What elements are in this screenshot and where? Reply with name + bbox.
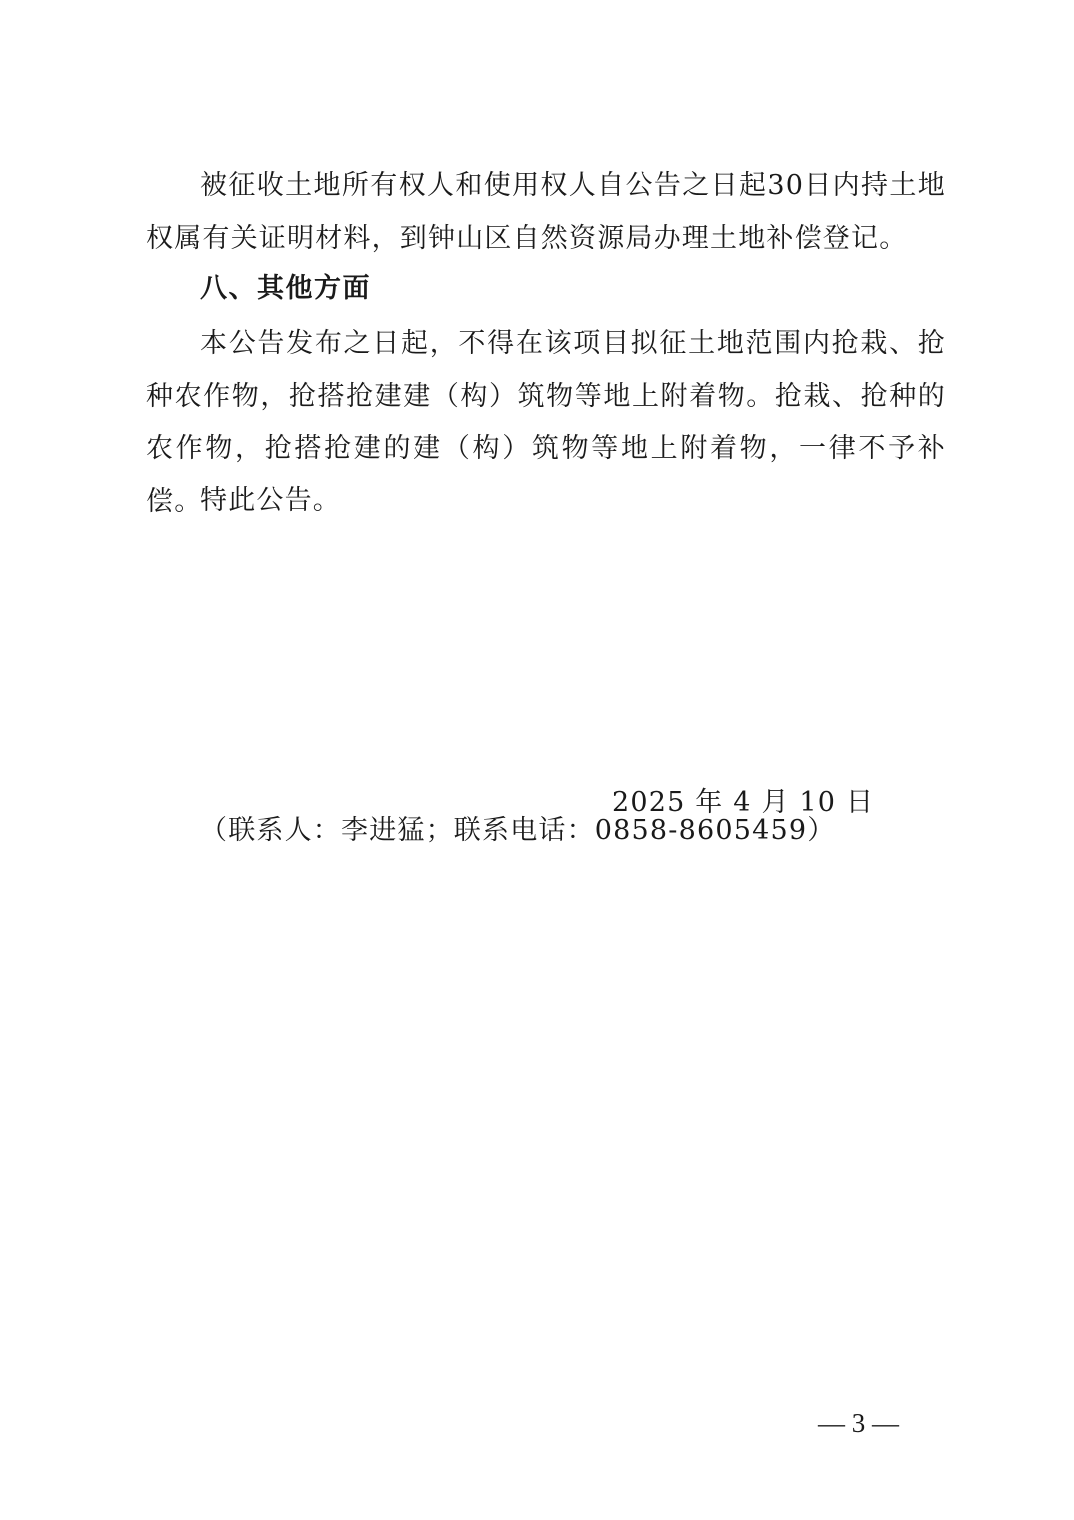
paragraph-closing: 特此公告。 [200,485,341,516]
signature-date: 2025 年 4 月 10 日 [612,787,875,818]
paragraph-prohibition: 本公告发布之日起，不得在该项目拟征土地范围内抢栽、抢种农作物，抢搭抢建建（构）筑物等地上附着物。抢栽、抢种的农作物，抢搭抢建的建（构）筑物等地上附着物，一律不予补偿。 [146,328,946,517]
section-heading-other: 八、其他方面 [200,273,371,304]
page-number: — 3 — [818,1408,899,1438]
contact-info: （联系人：李进猛；联系电话：0858-8605459） [200,815,836,846]
paragraph-registration: 被征收土地所有权人和使用权人自公告之日起30日内持土地权属有关证明材料，到钟山区自然资源局办理土地补偿登记。 [146,170,946,254]
